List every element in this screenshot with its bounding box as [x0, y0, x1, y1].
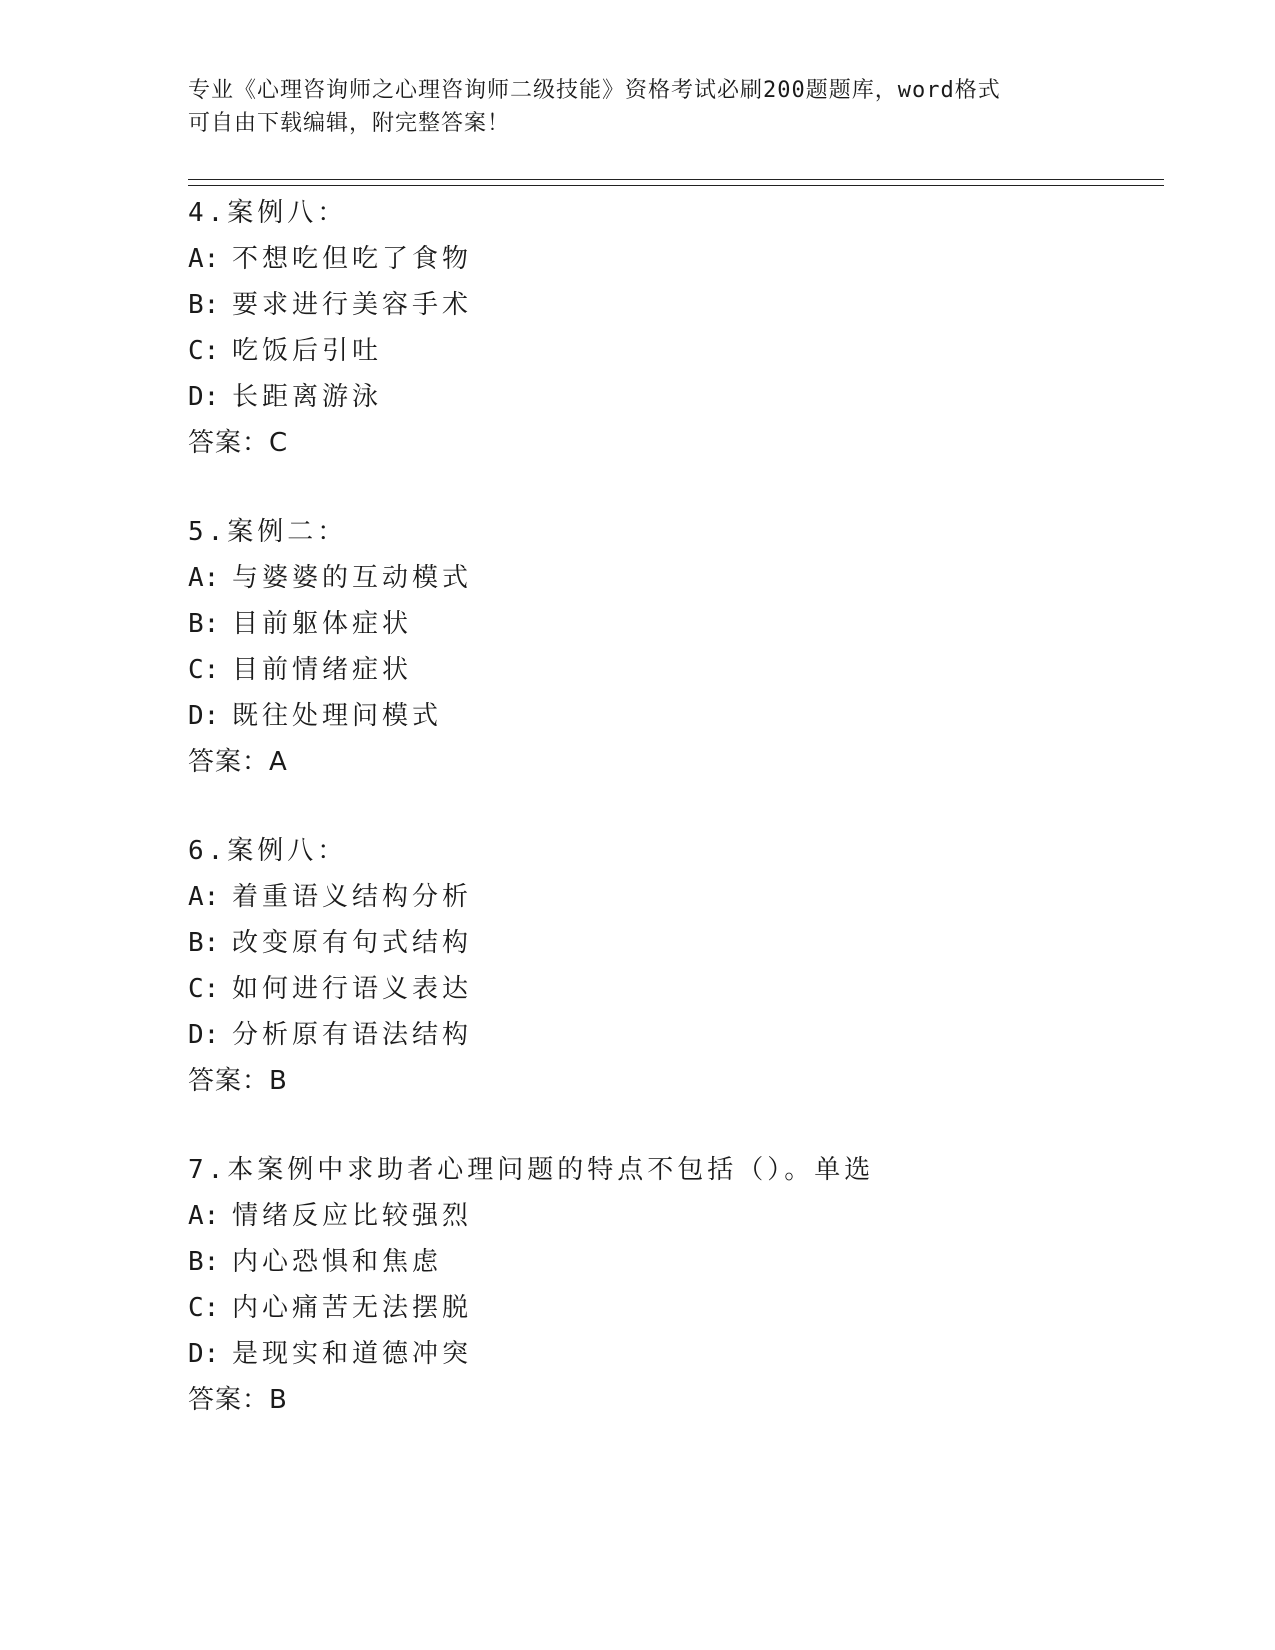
option-b	[188, 1239, 1148, 1285]
question-stem: 4.案例八：	[188, 198, 348, 228]
option-a	[188, 874, 1148, 920]
answer: 答案：B	[188, 1066, 288, 1096]
option-key: B:	[188, 609, 220, 639]
option-d	[188, 374, 1148, 420]
header-divider-top	[188, 179, 1164, 180]
option-b	[188, 601, 1148, 647]
option-key: A:	[188, 244, 220, 274]
option-text: 分析原有语法结构	[232, 1020, 473, 1050]
option-key: B:	[188, 1247, 220, 1277]
option-key: D:	[188, 1020, 220, 1050]
option-key: A:	[188, 563, 220, 593]
question-4	[188, 190, 1148, 466]
option-d	[188, 693, 1148, 739]
option-text: 着重语义结构分析	[232, 882, 473, 912]
option-c	[188, 966, 1148, 1012]
answer: 答案：B	[188, 1385, 288, 1415]
option-a	[188, 555, 1148, 601]
option-key: D:	[188, 701, 220, 731]
option-a	[188, 1193, 1148, 1239]
option-text: 情绪反应比较强烈	[232, 1201, 473, 1231]
question-list	[188, 190, 1148, 1466]
option-d	[188, 1012, 1148, 1058]
option-text: 目前躯体症状	[232, 609, 413, 639]
question-stem: 6.案例八：	[188, 836, 348, 866]
option-key: D:	[188, 382, 220, 412]
question-stem: 7.本案例中求助者心理问题的特点不包括（）。单选	[188, 1155, 875, 1185]
header-divider-bottom	[188, 185, 1164, 186]
option-text: 如何进行语义表达	[232, 974, 473, 1004]
option-text: 内心恐惧和焦虑	[232, 1247, 443, 1277]
option-text: 改变原有句式结构	[232, 928, 473, 958]
option-text: 吃饭后引吐	[232, 336, 383, 366]
option-text: 是现实和道德冲突	[232, 1339, 473, 1369]
option-key: C:	[188, 974, 220, 1004]
option-key: B:	[188, 290, 220, 320]
header-line-1: 专业《心理咨询师之心理咨询师二级技能》资格考试必刷200题题库，word格式	[188, 78, 1001, 103]
option-text: 既往处理问模式	[232, 701, 443, 731]
option-c	[188, 1285, 1148, 1331]
option-d	[188, 1331, 1148, 1377]
option-c	[188, 328, 1148, 374]
option-key: C:	[188, 336, 220, 366]
option-key: A:	[188, 882, 220, 912]
answer: 答案：A	[188, 747, 288, 777]
question-stem: 5.案例二：	[188, 517, 348, 547]
document-header	[188, 74, 1068, 140]
option-key: B:	[188, 928, 220, 958]
option-key: C:	[188, 655, 220, 685]
option-a	[188, 236, 1148, 282]
option-text: 要求进行美容手术	[232, 290, 473, 320]
answer: 答案：C	[188, 428, 289, 458]
option-text: 不想吃但吃了食物	[232, 244, 473, 274]
question-7	[188, 1147, 1148, 1423]
option-text: 目前情绪症状	[232, 655, 413, 685]
question-6	[188, 828, 1148, 1104]
question-5	[188, 509, 1148, 785]
option-b	[188, 282, 1148, 328]
option-key: D:	[188, 1339, 220, 1369]
option-c	[188, 647, 1148, 693]
header-line-2: 可自由下载编辑，附完整答案！	[188, 111, 511, 136]
option-text: 内心痛苦无法摆脱	[232, 1293, 473, 1323]
option-b	[188, 920, 1148, 966]
option-key: A:	[188, 1201, 220, 1231]
option-key: C:	[188, 1293, 220, 1323]
option-text: 与婆婆的互动模式	[232, 563, 473, 593]
option-text: 长距离游泳	[232, 382, 383, 412]
